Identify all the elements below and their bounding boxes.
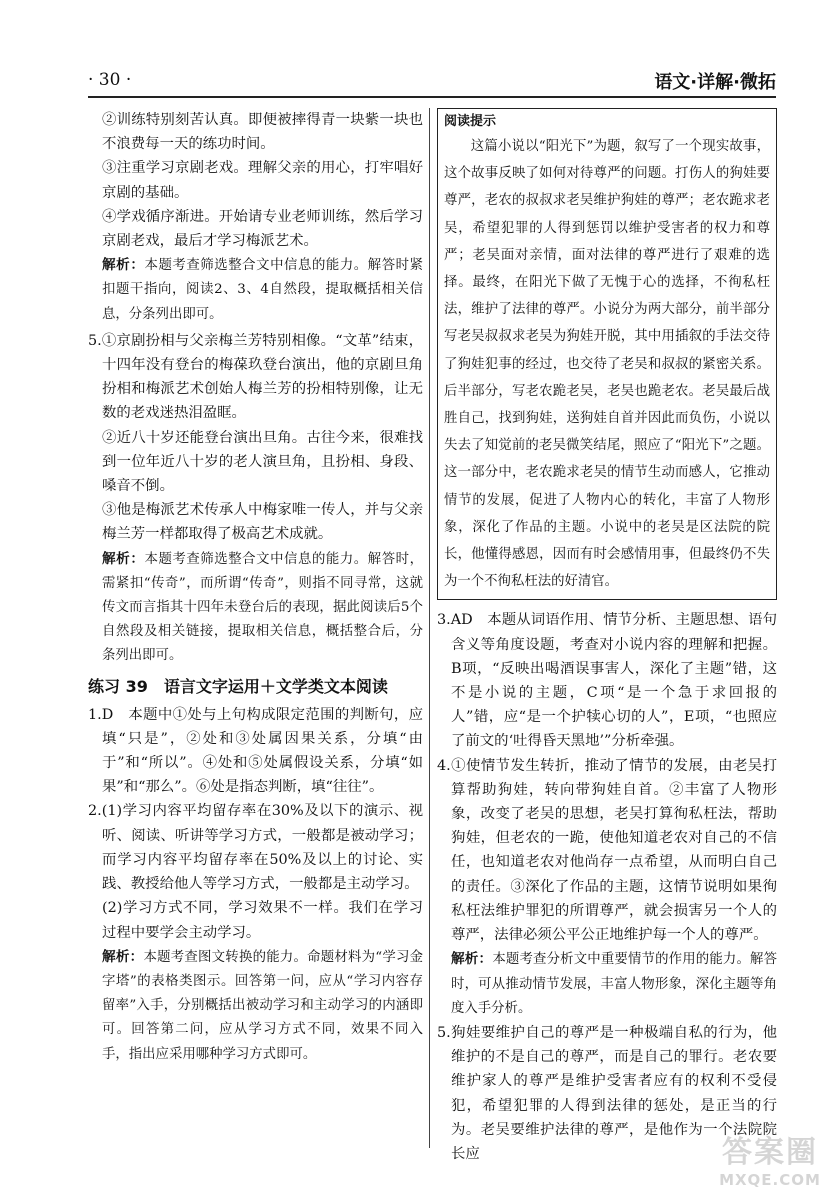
q4-item-3: ③注重学习京剧老戏。理解父亲的用心，打牢唱好京剧的基础。 xyxy=(102,160,423,201)
answer-1: 1.D 本题中①处与上句构成限定范围的判断句，应填“只是”，②处和③处属因果关系，分填“由于”和“所以”。④处和⑤处属假设关系，分填“如果”和“那么”。⑥处是指态判断，填“往往”。 xyxy=(88,706,423,796)
q4-analysis xyxy=(88,253,423,327)
page-header xyxy=(88,62,776,98)
page-number: · 30 · xyxy=(88,70,132,90)
q5-item-3: ③他是梅派艺术传承人中梅家唯一传人，并与父亲梅兰芳一样都取得了极高艺术成就。 xyxy=(102,502,423,543)
answer-4-analysis xyxy=(437,947,777,1021)
answer-5: 5.狗娃要维护自己的尊严是一种极端自私的行为，他维护的不是自己的尊严，而是自己的罪行。老农要维护家人的尊严是维护受害者应有的权利不受侵犯，希望犯罪的人得到法律的惩处，是正当的行为。老吴要维护法律的尊严，是他作为一个法院院长应 xyxy=(437,1024,777,1162)
watermark-logo xyxy=(715,1136,825,1198)
q4-item-2: ②训练特别刻苦认真。即便被摔得青一块紫一块也不浪费每一天的练功时间。 xyxy=(102,112,423,153)
reading-tip-title: 阅读提示 xyxy=(444,114,497,129)
analysis-text: 本题考查分析文中重要情节的作用的能力。解答时，可从推动情节发展，丰富人物形象，深化主题等角度入手分析。 xyxy=(451,952,778,1016)
left-column xyxy=(88,108,423,1067)
q4-item-4: ④学戏循序渐进。开始请专业老师训练，然后学习京剧老戏，最后才学习梅派艺术。 xyxy=(102,208,423,250)
right-column xyxy=(437,108,777,1166)
analysis-text: 本题考查筛选整合文中信息的能力。解答时紧扣题干指向，阅读2、3、4自然段，提取概括相关信息，分条列出即可。 xyxy=(102,258,424,322)
analysis-text: 本题考查筛选整合文中信息的能力。解答时，需紧扣“传奇”，而所谓“传奇”，则指不同寻常，这就传文而言指其十四年未登台后的表现，据此阅读后5个自然段及相关链接，提取相关信息，概括整合后，分条列出即可。 xyxy=(102,551,424,664)
answer-2-analysis xyxy=(88,945,423,1067)
book-title: 语文·详解·微拓 xyxy=(654,72,776,93)
answer-3: 3.AD 本题从词语作用、情节分析、主题思想、语句含义等角度设题，考查对小说内容的理解和把握。B项，“反映出喝酒误事害人，深化了主题”错，这不是小说的主题，C项“是一个急于求回报的人”错，应“是一个护犊心切的人”，E项，“也照应了前文的‘吐得昏天黑地’”分析牵强。 xyxy=(437,612,777,750)
answer-2-part-2: (2)学习方式不同，学习效果不一样。我们在学习过程中要学会主动学习。 xyxy=(102,900,423,941)
answer-4: 4.①使情节发生转折，推动了情节的发展，由老吴打算帮助狗娃，转向带狗娃自首。②丰富了人物形象，改变了老吴的思想，老吴打算徇私枉法，帮助狗娃，但老农的一跪，使他知道老农对自己的不信任，也知道老农对他尚存一点希望，从而明白自己的责任。③深化了作品的主题，这情节说明如果徇私枉法维护罪犯的所谓尊严，就会损害另一个人的尊严，法律必须公平公正地维护每一个人的尊严。 xyxy=(437,757,777,944)
section-title: 练习 39 语言文字运用＋文学类文本阅读 xyxy=(88,676,388,696)
reading-tip-body: 这篇小说以“阳光下”为题，叙写了一个现实故事，这个故事反映了如何对待尊严的问题。打伤人的狗娃要尊严，老农的叔叔求老吴维护狗娃的尊严；老农跪求老吴，希望犯罪的人得到惩罚以维护受害者的权力和尊严；老吴面对亲情，面对法律的尊严进行了艰难的选择。最终，在阳光下做了无愧于心的选择，不徇私枉法，维护了法律的尊严。小说分为两大部分，前半部分写老吴叔叔求老吴为狗娃开脱，其中用插叙的手法交待了狗娃犯事的经过，也交待了老吴和叔叔的紧密关系。后半部分，写老农跪老吴，老吴也跪老农。老吴最后战胜自己，找到狗娃，送狗娃自首并因此而负伤，小说以失去了知觉前的老吴微笑结尾，照应了“阳光下”之题。这一部分中，老农跪求老吴的情节生动而感人，它推动情节的发展，促进了人物内心的转化，丰富了人物形象，深化了作品的主题。小说中的老吴是区法院的院长，他懂得感恩，因而有时会感情用事，但最终仍不失为一个不徇私枉法的好清官。 xyxy=(444,139,770,590)
q5-item-2: ②近八十岁还能登台演出旦角。古往今来，很难找到一位年近八十岁的老人演旦角，且扮相、身段、嗓音不倒。 xyxy=(102,429,423,495)
analysis-label: 解析： xyxy=(102,550,145,567)
watermark-text: 答案圈 xyxy=(722,1135,818,1170)
analysis-text: 本题考查图文转换的能力。命题材料为“学习金字塔”的表格类图示。回答第一问，应从“学习内容存留率”入手，分别概括出被动学习和主动学习的内涵即可。回答第二问，应从学习方式不同，效果不同入手，指出应采用哪种学习方式即可。 xyxy=(102,949,423,1062)
watermark-url: MXQE.COM xyxy=(719,1171,821,1189)
answer-2-part-1: 2.(1)学习内容平均留存率在30%及以下的演示、视听、阅读、听讲等学习方式，一般都是被动学习；而学习内容平均留存率在50%及以上的讨论、实践、教授给他人等学习方式，一般都是主动学习。 xyxy=(88,803,423,893)
reading-tip-box xyxy=(437,108,777,600)
analysis-label: 解析： xyxy=(451,951,493,968)
column-divider xyxy=(429,108,430,1148)
analysis-label: 解析： xyxy=(102,257,145,274)
q5-item-1: 5.①京剧扮相与父亲梅兰芳特别相像。“文革”结束，十四年没有登台的梅葆玖登台演出，他的京剧旦角扮相和梅派艺术创始人梅兰芳的扮相特别像，让无数的老戏迷热泪盈眶。 xyxy=(88,332,423,422)
q5-analysis xyxy=(88,547,423,669)
analysis-label: 解析： xyxy=(102,948,144,965)
